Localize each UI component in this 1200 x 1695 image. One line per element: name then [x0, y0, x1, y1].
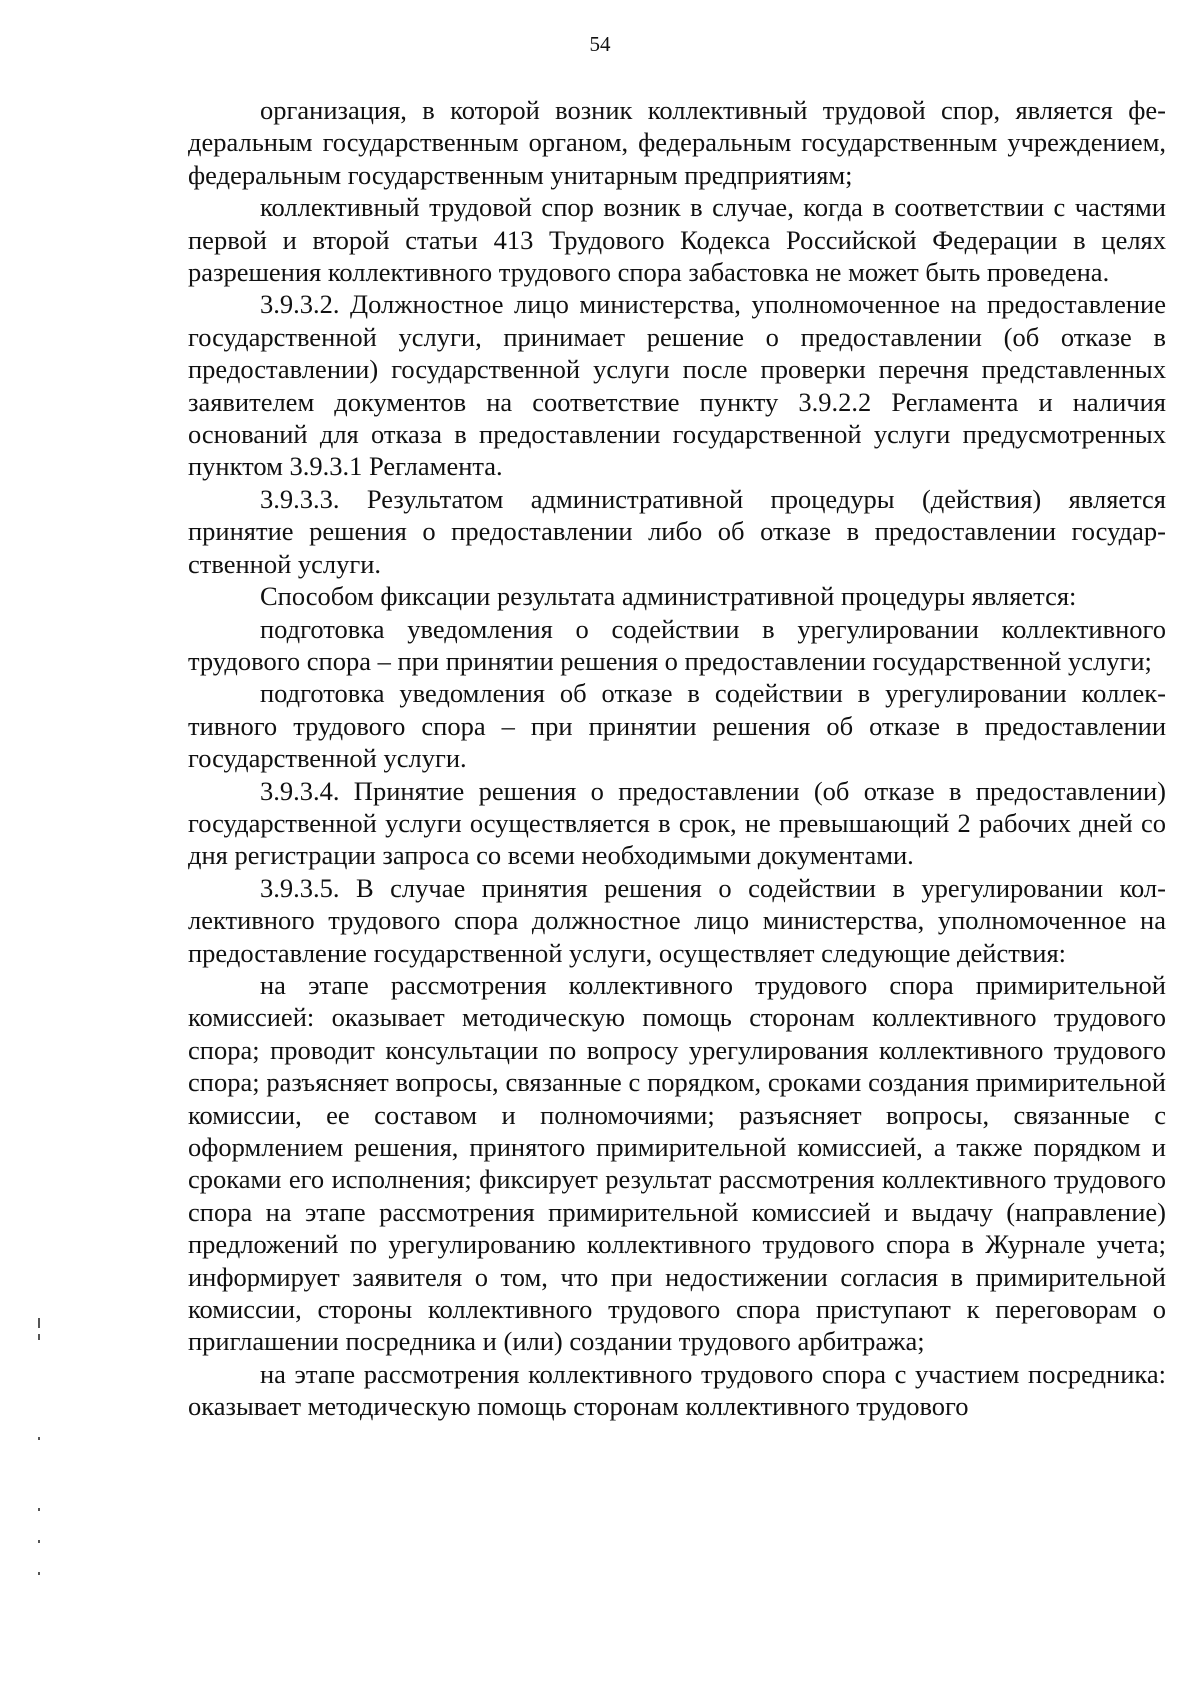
paragraph: на этапе рассмотрения коллективного трудового спора с участием посредника: оказывает методическую помощь сторонам коллективного трудового: [188, 1358, 1166, 1422]
paragraph: Способом фиксации результата административной процедуры является:: [260, 581, 1077, 612]
scan-artifact: [38, 1572, 40, 1575]
paragraph: организация, в которой возник коллективный трудовой спор, является федеральным государственным органом, федеральным государственным учреждением, федеральным государственным унитарным предприятиям;: [188, 95, 1166, 190]
document-body: [188, 94, 1166, 1423]
scan-artifact: [38, 1540, 40, 1543]
paragraph: коллективный трудовой спор возник в случае, когда в соответствии с частями первой и второй статьи 413 Трудового Кодекса Российской Федерации в целях разрешения коллективного трудового спора забастовка не может быть проведена.: [188, 192, 1166, 288]
paragraph: подготовка уведомления об отказе в содействии в урегулировании коллективного трудового спора – при принятии решения об отказе в предоставлении государственной услуги.: [188, 678, 1166, 774]
scan-artifact: [38, 1334, 40, 1340]
paragraph: 3.9.3.2. Должностное лицо министерства, уполномоченное на предоставление государственной услуги, принимает решение о предоставлении (об отказе в предоставлении) государственной услуги после проверки перечня представленных заявителем документов на соответствие пункту 3.9.2.2 Регламента и наличия оснований для отказа в предоставлении государственной услуги предусмотренных пунктом 3.9.3.1 Регламента.: [188, 289, 1166, 482]
scan-artifact: [38, 1318, 40, 1328]
scan-artifact: [38, 1508, 40, 1511]
paragraph: 3.9.3.4. Принятие решения о предоставлении (об отказе в предоставлении) государственной услуги осуществляется в срок, не превышающий 2 рабочих дней со дня регистрации запроса со всеми необходимыми документами.: [188, 775, 1166, 871]
scan-artifact: [38, 1437, 40, 1440]
paragraph: 3.9.3.3. Результатом административной процедуры (действия) является принятие решения о предоставлении либо об отказе в предоставлении государственной услуги.: [188, 483, 1166, 579]
paragraph: подготовка уведомления о содействии в урегулировании коллективного трудового спора – при принятии решения о предоставлении государственной услуги;: [188, 613, 1166, 676]
paragraph: на этапе рассмотрения коллективного трудового спора примирительной комиссией: оказывает методическую помощь сторонам коллективного трудового спора; проводит консультации по вопросу урегулирования коллективного трудового спора; разъясняет вопросы, связанные с порядком, сроками создания примирительной комиссии, ее составом и полномочиями; разъясняет вопросы, связанные с оформлением решения, принятого примирительной комиссией, а также порядком и сроками его исполнения; фиксирует результат рассмотрения коллективного трудового спора на этапе рассмотрения примирительной комиссией и выдачу (направление) предложений по урегулированию коллективного трудового спора в Журнале учета; информирует заявителя о том, что при недостижении согласия в примирительной комиссии, стороны коллективного трудового спора приступают к переговорам о приглашении посредника и (или) создании трудового арбитража;: [188, 969, 1166, 1357]
page-number: 54: [589, 32, 611, 56]
paragraph: 3.9.3.5. В случае принятия решения о содействии в урегулировании коллективного трудового спора должностное лицо министерства, уполномоченное на предоставление государственной услуги, осуществляет следующие действия:: [188, 872, 1166, 968]
